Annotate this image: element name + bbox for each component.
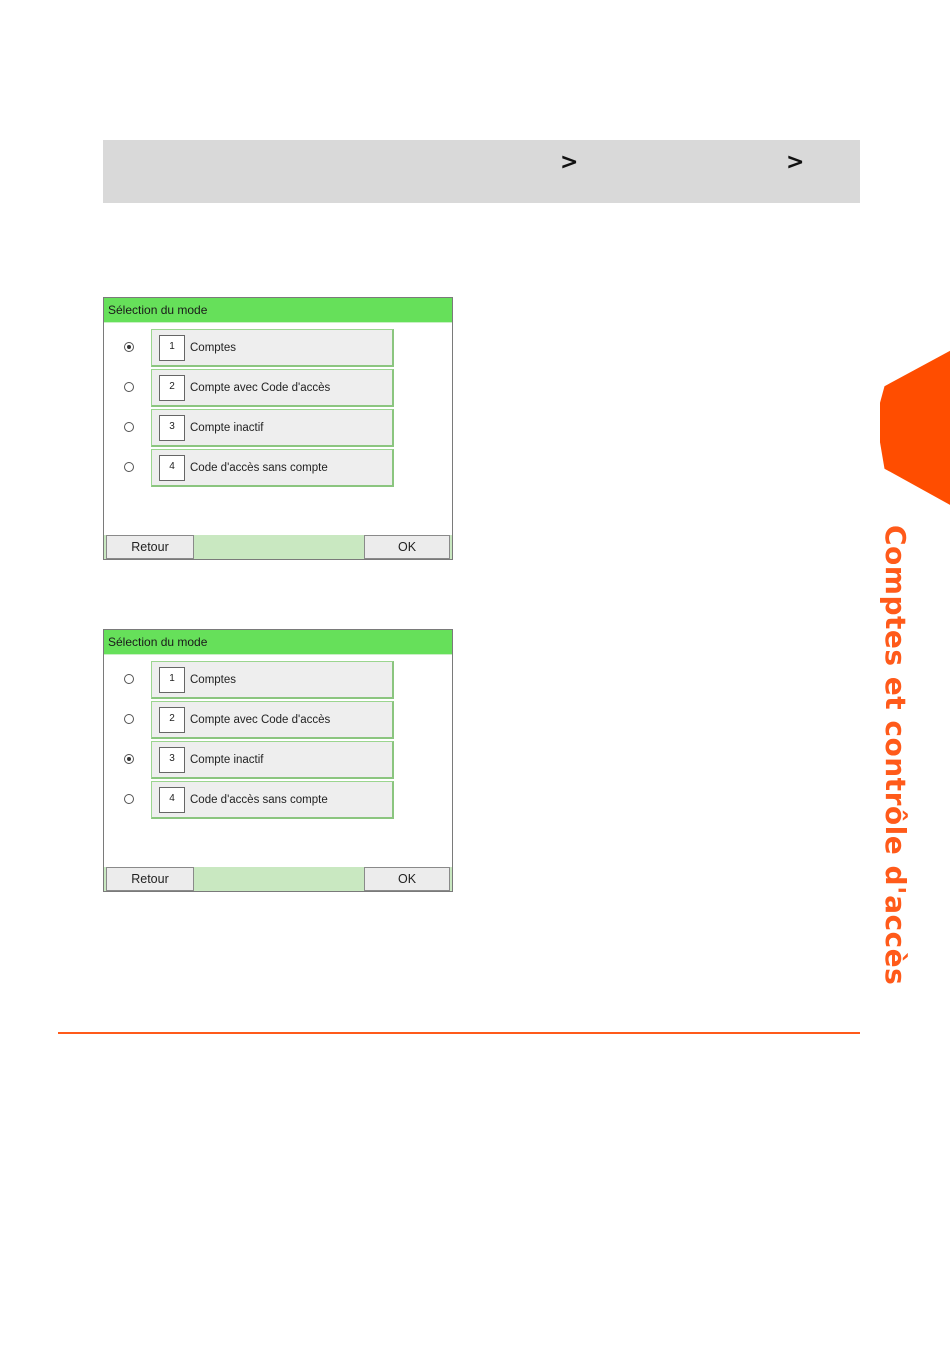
back-button[interactable]: Retour — [106, 535, 194, 559]
option-row-compte-avec-code[interactable] — [104, 368, 404, 408]
option-row-code-sans-compte[interactable] — [104, 780, 404, 820]
option-button-comptes[interactable] — [151, 329, 394, 367]
option-button-compte-avec-code[interactable] — [151, 369, 394, 407]
radio-button[interactable] — [124, 382, 134, 392]
option-label: Compte avec Code d'accès — [190, 714, 331, 726]
radio-button[interactable] — [124, 342, 134, 352]
radio-button[interactable] — [124, 422, 134, 432]
option-row-comptes[interactable] — [104, 328, 404, 368]
mode-selection-screen-1 — [103, 297, 453, 560]
chapter-title: Comptes et contrôle d'accès — [879, 525, 912, 986]
breadcrumb-bar — [103, 140, 860, 203]
chapter-tab-marker — [880, 340, 950, 505]
option-row-compte-inactif[interactable] — [104, 740, 404, 780]
option-label: Compte avec Code d'accès — [190, 382, 331, 394]
option-button-code-sans-compte[interactable] — [151, 781, 394, 819]
option-number: 3 — [159, 747, 185, 773]
option-button-compte-inactif[interactable] — [151, 741, 394, 779]
option-button-comptes[interactable] — [151, 661, 394, 699]
option-number: 4 — [159, 455, 185, 481]
option-row-comptes[interactable] — [104, 660, 404, 700]
option-label: Compte inactif — [190, 754, 264, 766]
option-number: 2 — [159, 707, 185, 733]
footer-divider — [58, 1032, 860, 1034]
option-label: Comptes — [190, 342, 237, 354]
radio-button[interactable] — [124, 714, 134, 724]
option-number: 1 — [159, 667, 185, 693]
screen-footer — [104, 535, 452, 559]
option-label: Code d'accès sans compte — [190, 462, 328, 474]
option-number: 2 — [159, 375, 185, 401]
option-row-code-sans-compte[interactable] — [104, 448, 404, 488]
radio-button[interactable] — [124, 754, 134, 764]
option-number: 1 — [159, 335, 185, 361]
option-label: Compte inactif — [190, 422, 264, 434]
radio-button[interactable] — [124, 462, 134, 472]
screen-title: Sélection du mode — [104, 298, 452, 322]
option-button-code-sans-compte[interactable] — [151, 449, 394, 487]
radio-button[interactable] — [124, 794, 134, 804]
breadcrumb-separator: > — [560, 150, 579, 175]
screen-title: Sélection du mode — [104, 630, 452, 654]
option-row-compte-avec-code[interactable] — [104, 700, 404, 740]
option-label: Code d'accès sans compte — [190, 794, 328, 806]
option-label: Comptes — [190, 674, 237, 686]
option-button-compte-avec-code[interactable] — [151, 701, 394, 739]
mode-selection-screen-2 — [103, 629, 453, 892]
breadcrumb-separator: > — [786, 150, 805, 175]
radio-button[interactable] — [124, 674, 134, 684]
option-number: 4 — [159, 787, 185, 813]
option-number: 3 — [159, 415, 185, 441]
option-row-compte-inactif[interactable] — [104, 408, 404, 448]
option-button-compte-inactif[interactable] — [151, 409, 394, 447]
back-button[interactable]: Retour — [106, 867, 194, 891]
ok-button[interactable]: OK — [364, 867, 450, 891]
screen-footer — [104, 867, 452, 891]
ok-button[interactable]: OK — [364, 535, 450, 559]
